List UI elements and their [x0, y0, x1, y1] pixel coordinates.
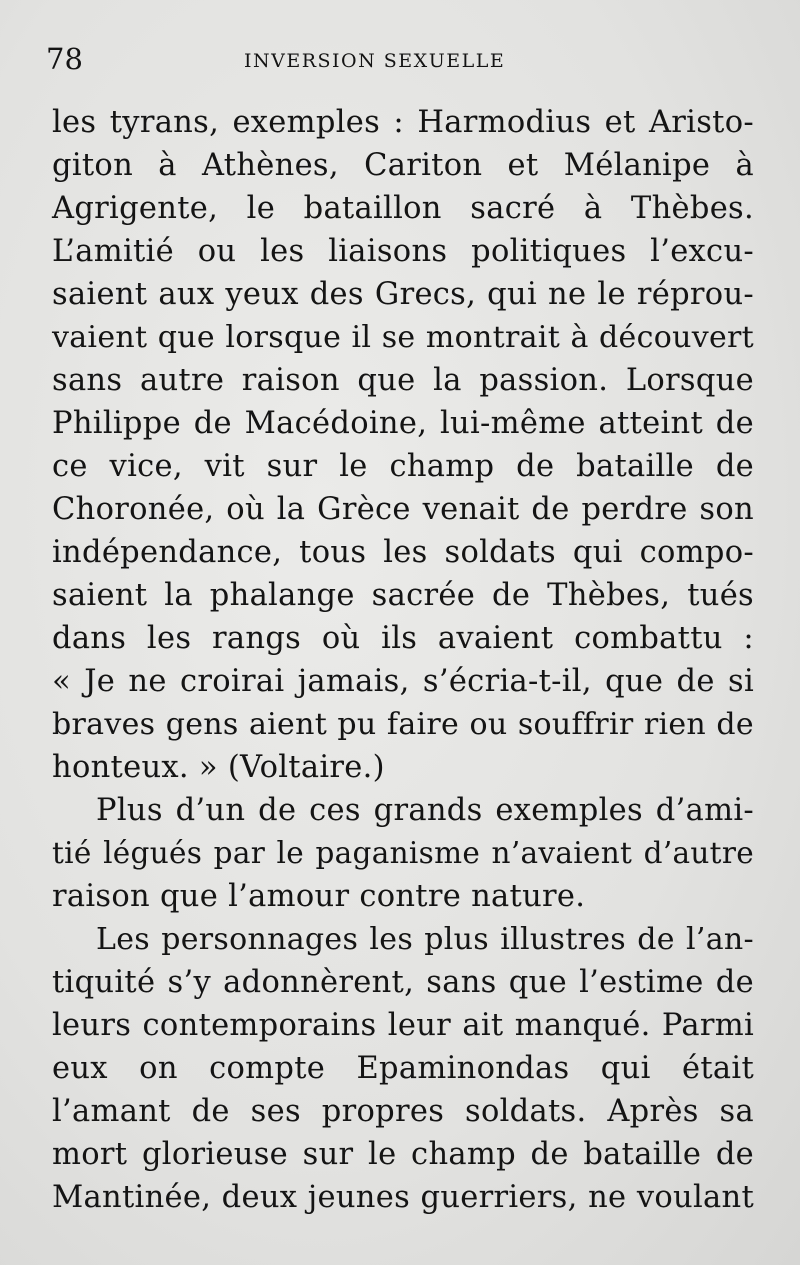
text-line: indépendance, tous les soldats qui compo-: [52, 535, 754, 570]
page-number: 78: [46, 42, 83, 76]
text-line: L’amitié ou les liaisons politiques l’excu-: [52, 234, 754, 269]
text-line: tié légués par le paganisme n’avaient d’autre: [52, 836, 754, 870]
text-line: Agrigente, le bataillon sacré à Thèbes.: [52, 191, 754, 226]
text-line: Mantinée, deux jeunes guerriers, ne voulant: [52, 1180, 754, 1215]
text-line: vaient que lorsque il se montrait à découvert: [52, 320, 754, 355]
text-line: Choronée, où la Grèce venait de perdre son: [52, 492, 754, 527]
text-line: saient la phalange sacrée de Thèbes, tués: [52, 578, 754, 613]
text-line: saient aux yeux des Grecs, qui ne le réprou-: [52, 277, 754, 312]
text-line: l’amant de ses propres soldats. Après sa: [52, 1094, 754, 1129]
text-line: mort glorieuse sur le champ de bataille de: [52, 1137, 754, 1172]
text-line: sans autre raison que la passion. Lorsque: [52, 363, 754, 398]
paragraph-first-line: Plus d’un de ces grands exemples d’ami-: [96, 793, 754, 828]
running-head: [46, 42, 754, 82]
text-line: tiquité s’y adonnèrent, sans que l’estime de: [52, 965, 754, 1000]
paragraph-first-line: Les personnages les plus illustres de l’an-: [96, 922, 754, 957]
text-line: braves gens aient pu faire ou souffrir rien de: [52, 707, 754, 742]
text-line: Philippe de Macédoine, lui-même atteint de: [52, 406, 754, 441]
text-line: ce vice, vit sur le champ de bataille de: [52, 449, 754, 484]
text-line: raison que l’amour contre nature.: [52, 879, 586, 914]
running-title: INVERSION SEXUELLE: [244, 50, 506, 72]
text-line: leurs contemporains leur ait manqué. Parmi: [52, 1008, 754, 1043]
text-line: giton à Athènes, Cariton et Mélanipe à: [52, 148, 754, 183]
text-line: eux on compte Epaminondas qui était: [52, 1051, 754, 1086]
text-line: « Je ne croirai jamais, s’écria-t-il, que de si: [52, 664, 754, 699]
body-text: [52, 101, 754, 1219]
text-line: les tyrans, exemples : Harmodius et Aristo-: [52, 105, 754, 140]
text-line: dans les rangs où ils avaient combattu :: [52, 621, 754, 656]
text-line: honteux. » (Voltaire.): [52, 750, 385, 785]
